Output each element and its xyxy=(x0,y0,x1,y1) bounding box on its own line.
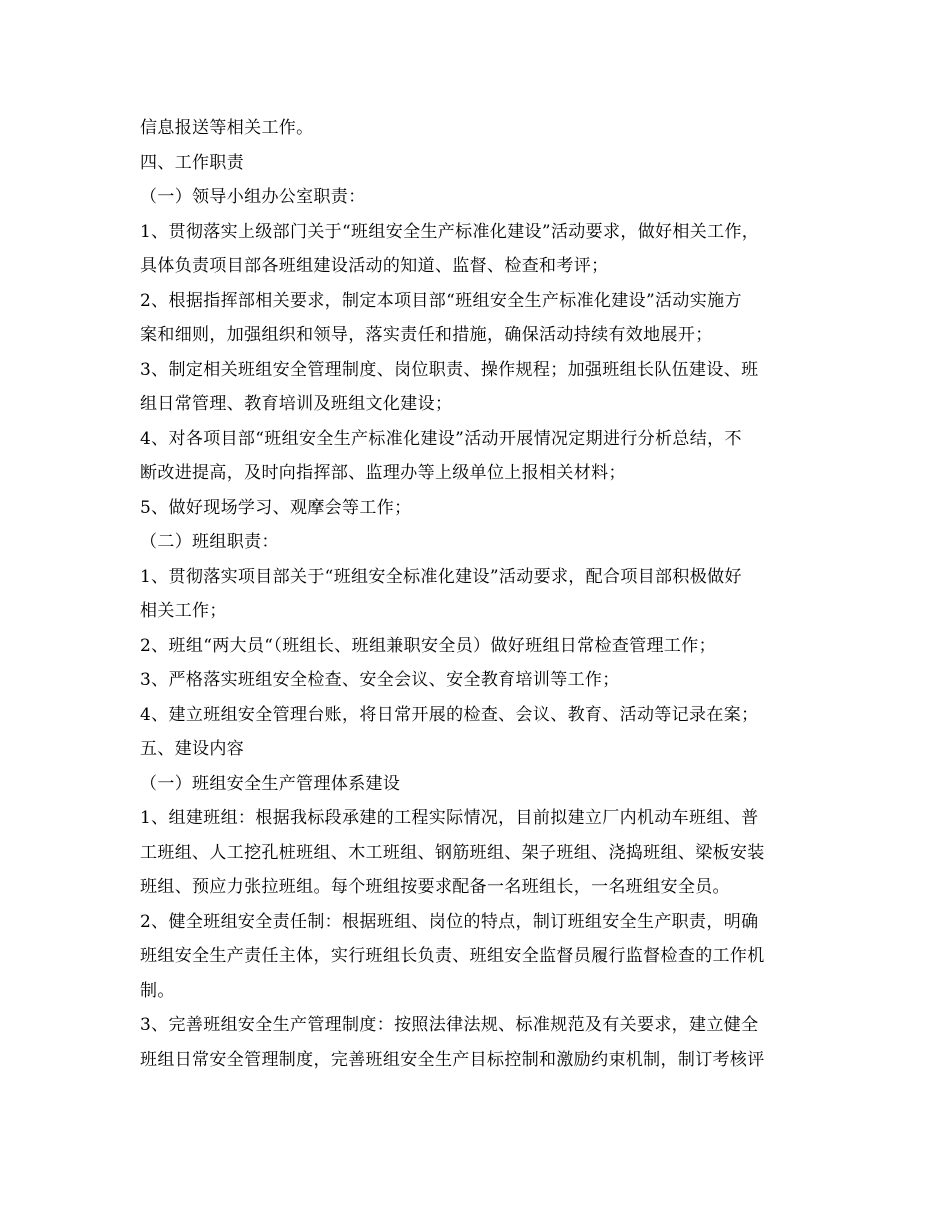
text-line: 5、做好现场学习、观摩会等工作； xyxy=(140,497,412,518)
section-heading: 五、建设内容 xyxy=(140,739,245,759)
text-line: 1、贯彻落实项目部关于“班组安全标准化建设”活动要求，配合项目部积极做好 xyxy=(140,566,742,587)
text-line: 4、建立班组安全管理台账，将日常开展的检查、会议、教育、活动等记录在案； xyxy=(140,704,759,725)
text-line: 3、完善班组安全生产管理制度：按照法律法规、标准规范及有关要求，建立健全 xyxy=(140,1015,759,1035)
text-line: 2、健全班组安全责任制：根据班组、岗位的特点，制订班组安全生产职责，明确 xyxy=(140,911,759,932)
text-line: 具体负责项目部各班组建设活动的知道、监督、检查和考评； xyxy=(140,256,609,276)
text-line: 3、严格落实班组安全检查、安全会议、安全教育培训等工作； xyxy=(140,670,620,690)
section-heading: 四、工作职责 xyxy=(140,152,245,173)
text-line: 班组日常安全管理制度，完善班组安全生产目标控制和激励约束机制，制订考核评 xyxy=(140,1049,765,1070)
text-line: 工班组、人工挖孔桩班组、木工班组、钢筋班组、架子班组、浇捣班组、梁板安装 xyxy=(140,842,765,863)
text-line: 1、贯彻落实上级部门关于“班组安全生产标准化建设”活动要求，做好相关工作， xyxy=(140,221,760,242)
text-line: 班组、预应力张拉班组。每个班组按要求配备一名班组长，一名班组安全员。 xyxy=(140,877,730,897)
text-line: 组日常管理、教育培训及班组文化建设； xyxy=(140,394,453,414)
document-body xyxy=(140,111,830,1077)
text-line: 相关工作； xyxy=(140,601,227,621)
text-line: 断改进提高，及时向指挥部、监理办等上级单位上报相关材料； xyxy=(140,463,626,483)
text-line: 信息报送等相关工作。 xyxy=(140,118,314,138)
text-line: 4、对各项目部“班组安全生产标准化建设”活动开展情况定期进行分析总结，不 xyxy=(140,428,742,449)
text-line: 2、班组“两大员“（班组长、班组兼职安全员）做好班组日常检查管理工作； xyxy=(140,635,716,656)
subsection-heading: （二）班组职责： xyxy=(140,532,279,552)
text-line: 3、制定相关班组安全管理制度、岗位职责、操作规程；加强班组长队伍建设、班 xyxy=(140,359,759,380)
text-line: 案和细则，加强组织和领导，落实责任和措施，确保活动持续有效地展开； xyxy=(140,325,713,345)
subsection-heading: （一）班组安全生产管理体系建设 xyxy=(140,773,401,794)
text-line: 制。 xyxy=(140,980,175,1001)
subsection-heading: （一）领导小组办公室职责： xyxy=(140,187,366,207)
text-line: 1、组建班组：根据我标段承建的工程实际情况，目前拟建立厂内机动车班组、普 xyxy=(140,808,759,828)
text-line: 2、根据指挥部相关要求，制定本项目部“班组安全生产标准化建设”活动实施方 xyxy=(140,290,742,311)
text-line: 班组安全生产责任主体，实行班组长负责、班组安全监督员履行监督检查的工作机 xyxy=(140,946,765,966)
